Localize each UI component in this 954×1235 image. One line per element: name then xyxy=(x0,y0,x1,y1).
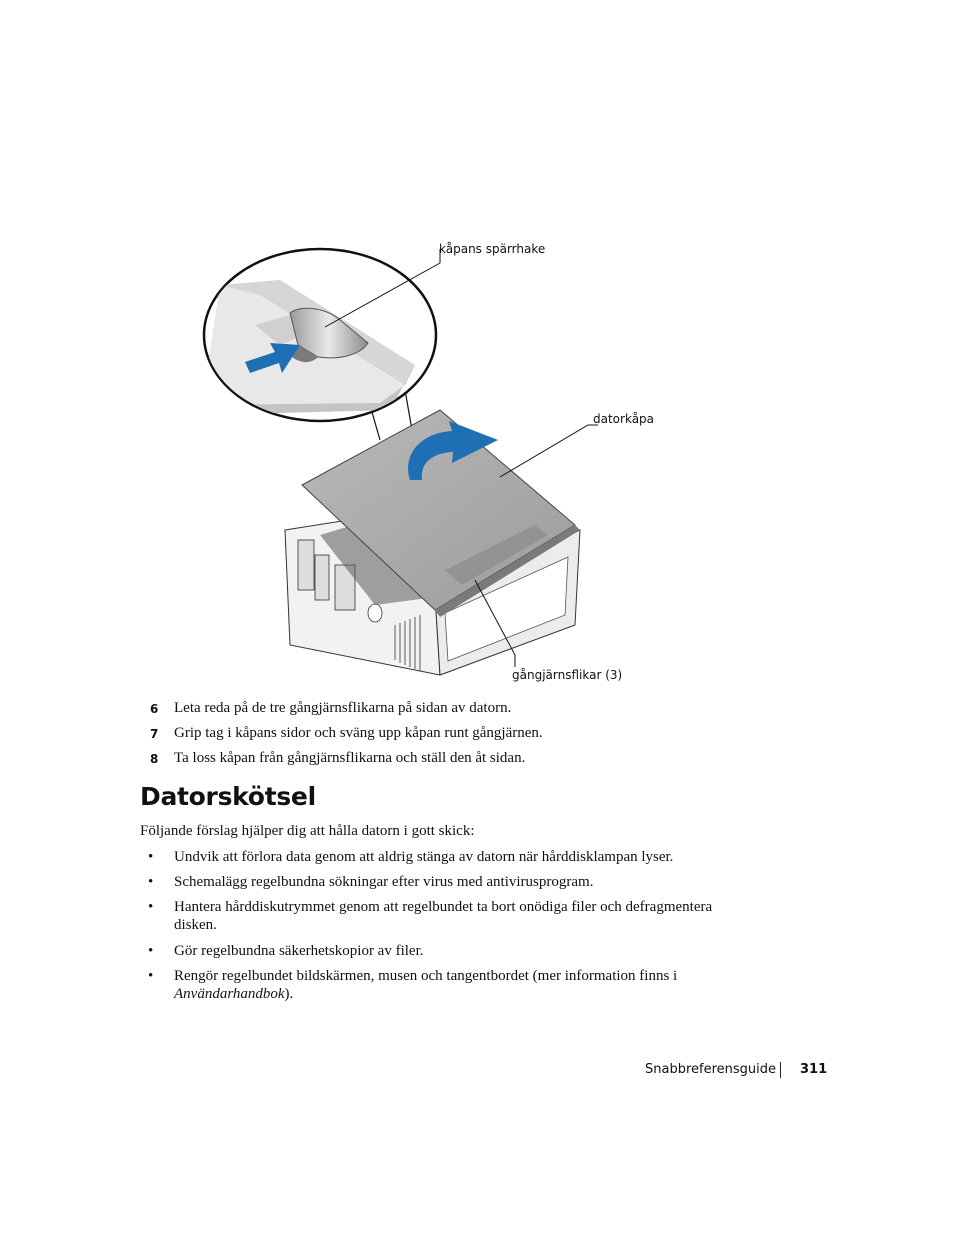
page-number: 311 xyxy=(800,1062,828,1077)
list-item-text: Undvik att förlora data genom att aldrig stänga av datorn när hårddisklampan lyser. xyxy=(174,849,674,865)
zoom-connector-right xyxy=(405,390,412,430)
step-number: 8 xyxy=(150,752,159,766)
latch-detail-circle xyxy=(200,249,436,421)
bullet-icon: • xyxy=(148,874,154,890)
bullet-icon: • xyxy=(148,968,154,984)
manual-title: Användarhandbok xyxy=(174,986,285,1002)
step-text: Leta reda på de tre gångjärnsflikarna på sidan av datorn. xyxy=(174,700,512,716)
step-text: Ta loss kåpan från gångjärnsflikarna och ställ den åt sidan. xyxy=(174,750,526,766)
list-item-text: Gör regelbundna säkerhetskopior av filer. xyxy=(174,943,424,959)
list-item-text: Schemalägg regelbundna sökningar efter virus med antivirusprogram. xyxy=(174,874,594,890)
step-number: 6 xyxy=(150,702,159,716)
callout-cover-label: datorkåpa xyxy=(593,412,655,426)
list-item-text: Hantera hårddiskutrymmet genom att regelbundet ta bort onödiga filer och defragmentera disken. xyxy=(174,899,713,933)
callout-latch-label: kåpans spärrhake xyxy=(439,242,546,256)
bullet-icon: • xyxy=(148,899,154,915)
bullet-icon: • xyxy=(148,943,154,959)
section-title: Datorskötsel xyxy=(140,782,316,811)
callout-line-cover xyxy=(500,425,598,477)
list-item-text-start: Rengör regelbundet bildskärmen, musen och tangentbordet (mer information finns i xyxy=(174,968,678,984)
list-item-text-end: ). xyxy=(284,986,294,1002)
computer-cover-svg xyxy=(190,235,660,685)
list-item-text xyxy=(174,967,719,1003)
step-text: Grip tag i kåpans sidor och sväng upp kåpan runt gångjärnen. xyxy=(174,725,543,741)
callout-hinge-label: gångjärnsflikar (3) xyxy=(512,668,623,682)
footer-guide-name: Snabbreferensguide xyxy=(645,1062,777,1077)
cover-removal-illustration xyxy=(190,235,660,685)
footer-divider xyxy=(780,1062,781,1078)
section-intro: Följande förslag hjälper dig att hålla datorn i gott skick: xyxy=(140,823,475,839)
bullet-icon: • xyxy=(148,849,154,865)
step-number: 7 xyxy=(150,727,159,741)
